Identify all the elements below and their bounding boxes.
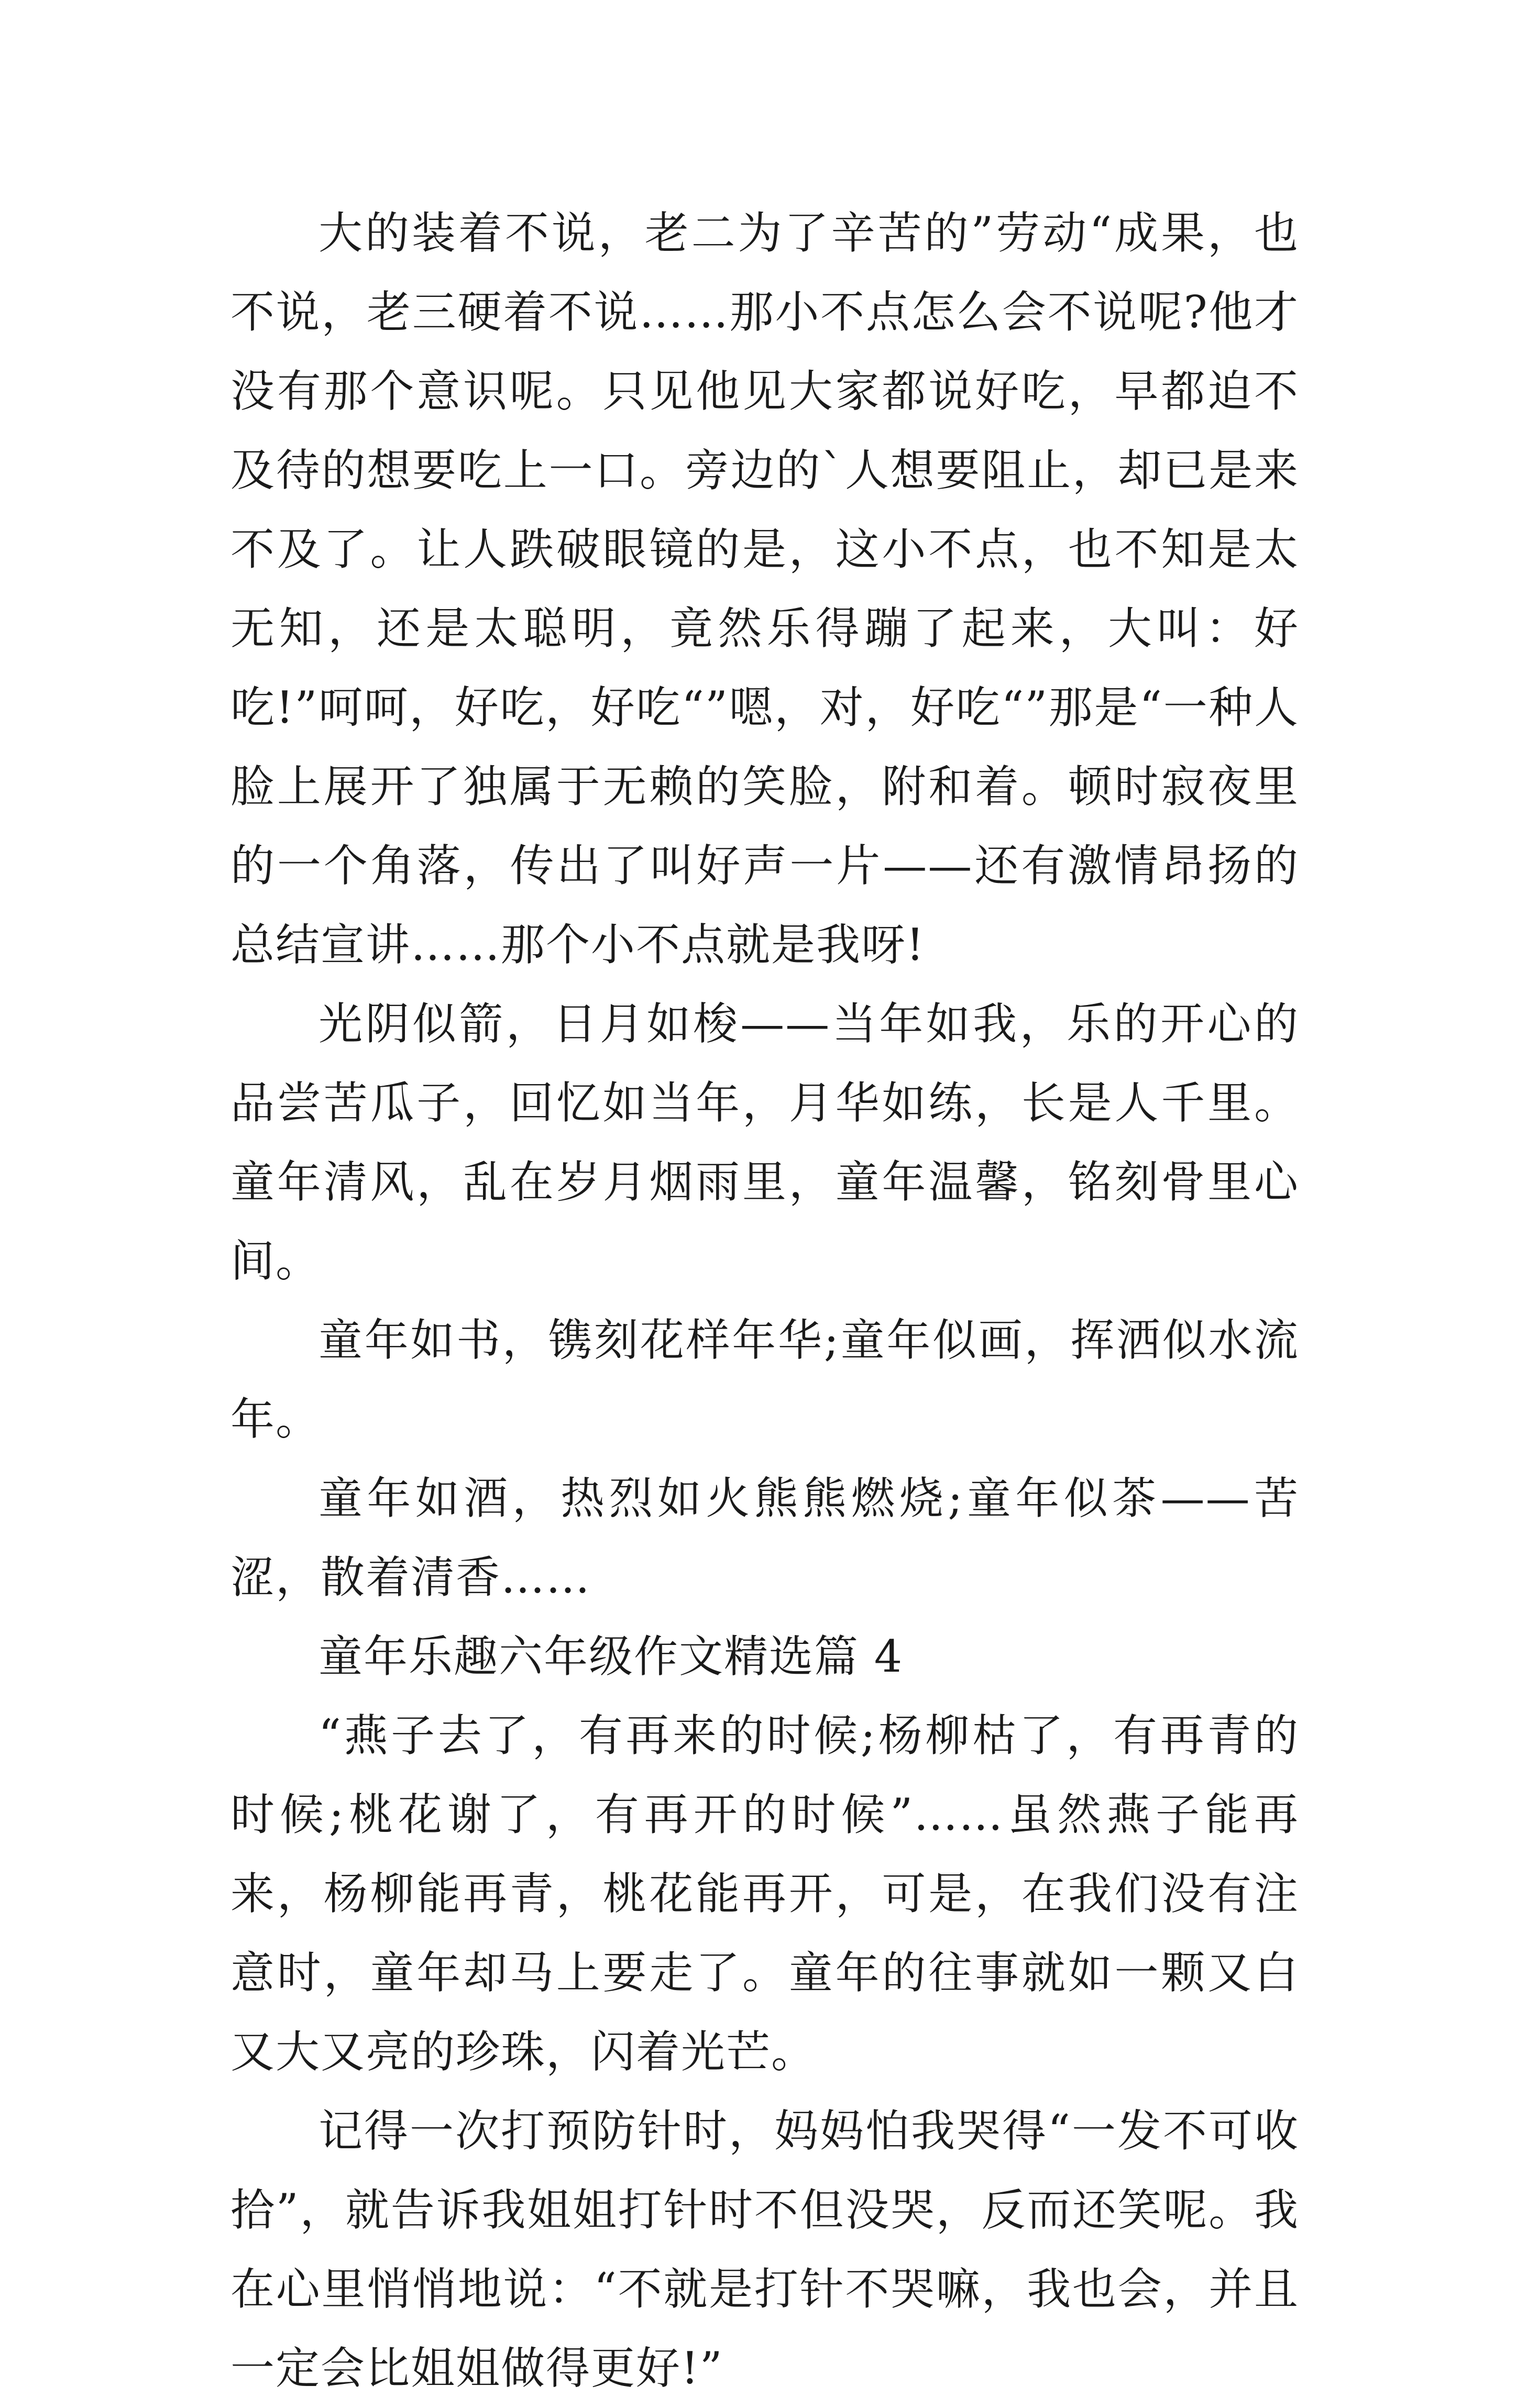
section-heading: 童年乐趣六年级作文精选篇 4	[318, 1631, 904, 1682]
document-body	[230, 194, 1299, 2408]
paragraph-5: “燕子去了，有再来的时候;杨柳枯了，有再青的时候;桃花谢了，有再开的时候”……虽然燕子能再来，杨柳能再青，桃花能再开，可是，在我们没有注意时，童年却马上要走了。童年的往事就如一颗又白又大又亮的珍珠，闪着光芒。	[230, 1710, 1299, 2078]
paragraph-3: 童年如书，镌刻花样年华;童年似画，挥洒似水流年。	[230, 1315, 1299, 1445]
paragraph-2: 光阴似箭，日月如梭——当年如我，乐的开心的品尝苦瓜子，回忆如当年，月华如练，长是人千里。童年清风，乱在岁月烟雨里，童年温馨，铭刻骨里心间。	[230, 998, 1299, 1287]
paragraph-4: 童年如酒，热烈如火熊熊燃烧;童年似茶——苦涩，散着清香……	[230, 1473, 1299, 1603]
paragraph-6: 记得一次打预防针时，妈妈怕我哭得“一发不可收拾”，就告诉我姐姐打针时不但没哭，反而还笑呢。我在心里悄悄地说：“不就是打针不哭嘛，我也会，并且一定会比姐姐做得更好!”	[230, 2105, 1299, 2394]
paragraph-1: 大的装着不说，老二为了辛苦的”劳动“成果，也不说，老三硬着不说……那小不点怎么会不说呢?他才没有那个意识呢。只见他见大家都说好吃，早都迫不及待的想要吃上一口。旁边的`人想要阻止，却已是来不及了。让人跌破眼镜的是，这小不点，也不知是太无知，还是太聪明，竟然乐得蹦了起来，大叫：好吃!”呵呵，好吃，好吃“”嗯，对，好吃“”那是“一种人脸上展开了独属于无赖的笑脸，附和着。顿时寂夜里的一个角落，传出了叫好声一片——还有激情昂扬的总结宣讲……那个小不点就是我呀!	[230, 207, 1299, 970]
